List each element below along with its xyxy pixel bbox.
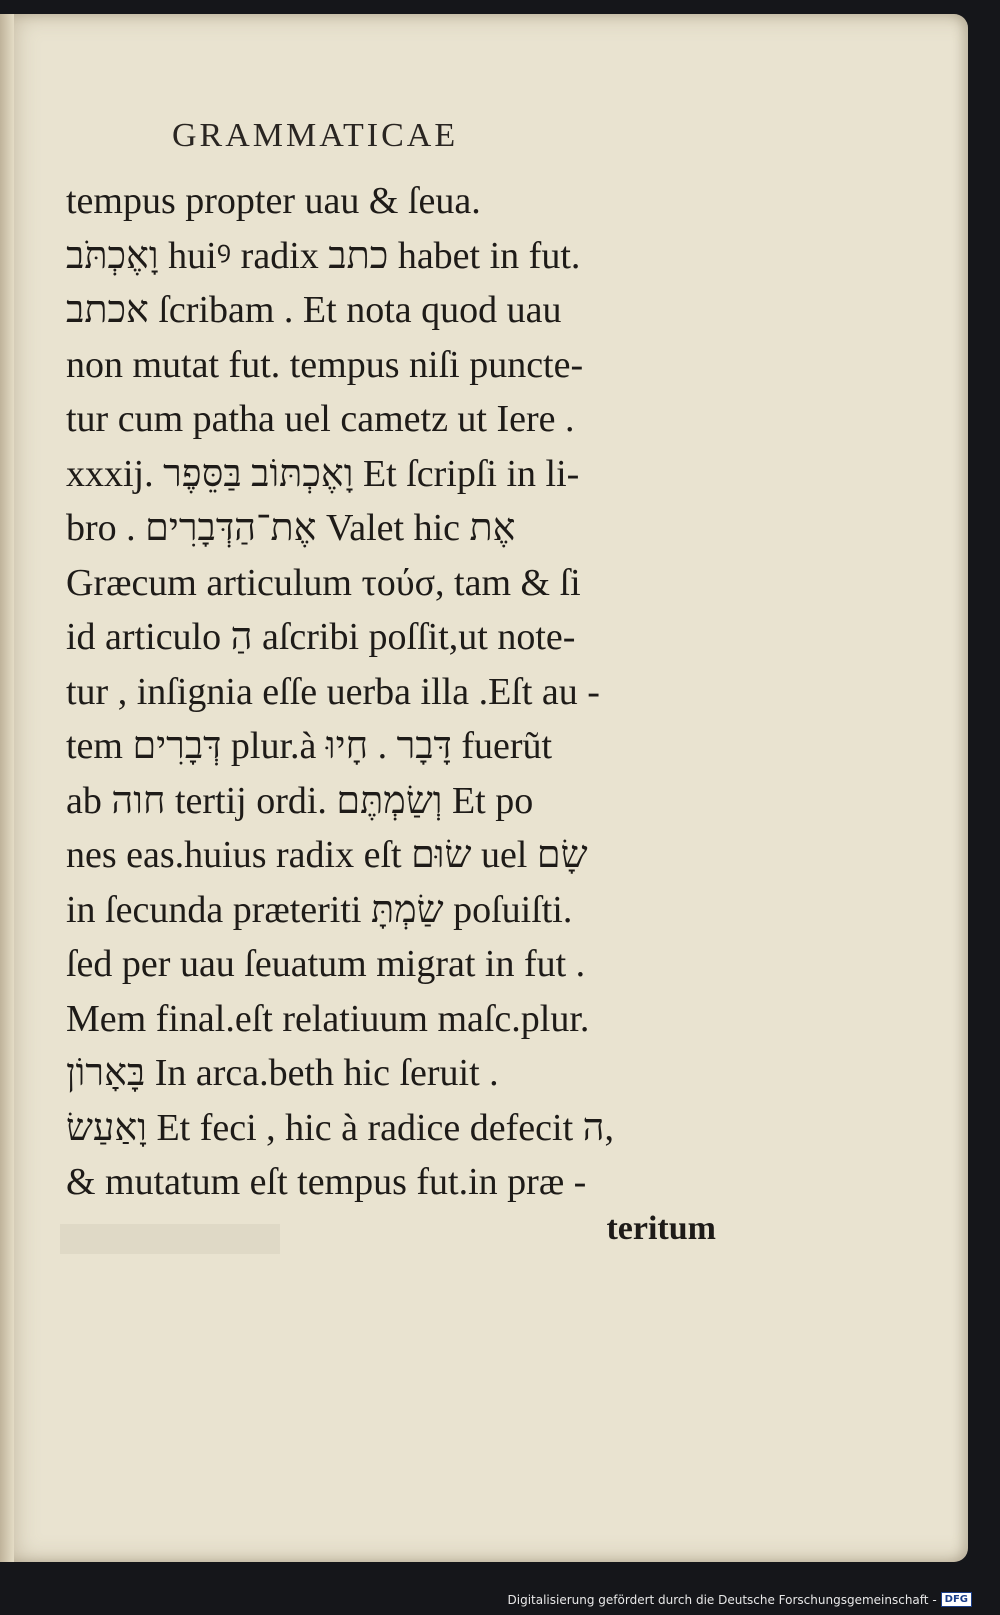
dfg-logo-icon: DFG (941, 1592, 972, 1607)
text-line: in ſecunda præteriti שַׂמְתָּ poſuiſti. (66, 888, 573, 931)
running-header: GRAMMATICAE (172, 117, 459, 154)
text-line: ab חוה tertij ordi. וְשַׂמְתֶּם Et po (66, 779, 534, 822)
credit-text: Digitalisierung gefördert durch die Deutsche Forschungsgemeinschaft - (507, 1592, 937, 1607)
text-line: tempus propter uau & ſeua. (66, 180, 481, 222)
text-line: וָאַעַשׂ Et feci , hic à radice defecit ה, (66, 1106, 614, 1149)
text-line: & mutatum eſt tempus fut.in præ - (66, 1161, 587, 1203)
text-line: id articulo הַ aſcribi poſſit,ut note- (66, 616, 576, 658)
digitization-credit (508, 1592, 973, 1607)
text-line: bro . אֶת־הַדְּבָרִים Valet hic אֶת (66, 507, 516, 549)
page-text (66, 174, 716, 1256)
catchword: teritum (606, 1209, 716, 1247)
text-line: xxxij. וָאֶכְתּוֹב בַּסֵּפֶר Et ſcripſi in li- (66, 452, 580, 495)
text-line: אכתב ſcribam . Et nota quod uau (66, 289, 562, 331)
text-line: tur cum patha uel cametz ut Iere . (66, 398, 575, 440)
text-line: tur , inſignia eſſe uerba illa .Eſt au - (66, 670, 600, 713)
text-line: בָּאָרוֹן In arca.beth hic ſeruit . (66, 1052, 499, 1094)
text-line: non mutat fut. tempus niſi puncte- (66, 343, 584, 386)
text-line: tem דְּבָרִים plur.à דָּבָר . חָיוּ fuerũt (66, 725, 553, 767)
text-line: וָאֶכְתֹּב huiꝰ radix כתב habet in fut. (66, 234, 581, 277)
book-page (0, 14, 968, 1562)
text-line: ſed per uau ſeuatum migrat in fut . (66, 943, 586, 985)
show-through-text (60, 1224, 280, 1254)
text-line: nes eas.huius radix eſt שׂוּם uel שָׂם (66, 834, 588, 876)
page-edge (0, 14, 14, 1562)
text-line: Græcum articulum τούσ, tam & ſi (66, 561, 581, 604)
text-line: Mem final.eſt relatiuum maſc.plur. (66, 997, 590, 1040)
